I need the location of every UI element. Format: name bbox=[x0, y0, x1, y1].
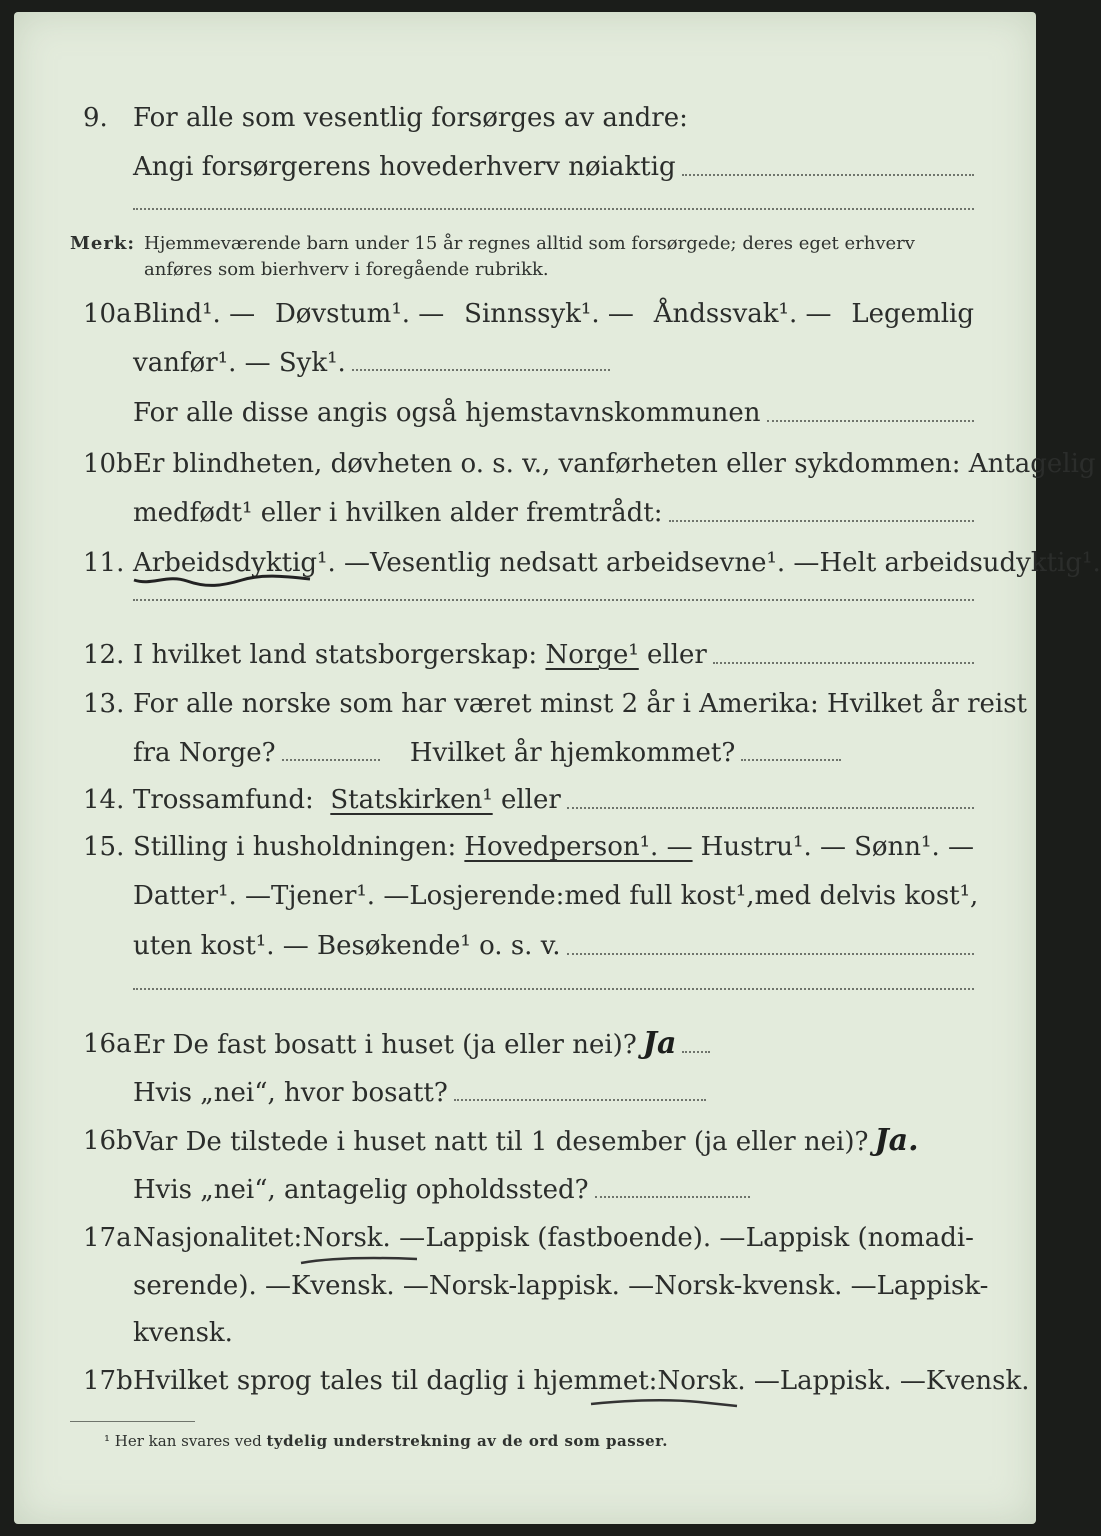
footnote-text: ¹ Her kan svares ved bbox=[104, 1432, 267, 1450]
option-losjerende[interactable]: Losjerende: bbox=[409, 881, 565, 911]
option-vanfor-syk[interactable]: vanfør¹. — Syk¹. bbox=[133, 348, 346, 378]
option-andssvak[interactable]: Åndssvak¹. — bbox=[653, 299, 832, 329]
q16a-answer-line[interactable] bbox=[682, 1051, 710, 1053]
q15-answer-line-2[interactable] bbox=[133, 988, 974, 990]
q16a-question: Er De fast bosatt i huset (ja eller nei)? bbox=[133, 1030, 637, 1060]
option-kvensk[interactable]: Kvensk. — bbox=[291, 1271, 429, 1301]
option-nomadiserende[interactable]: serende). — bbox=[133, 1271, 291, 1301]
option-arbeidsudyktig[interactable]: Helt arbeidsudyktig¹. bbox=[819, 548, 1101, 578]
q12-question: I hvilket land statsborgerskap: bbox=[133, 640, 538, 670]
q14-number: 14. bbox=[83, 785, 125, 815]
footnote-rule bbox=[70, 1421, 195, 1422]
q9-number: 9. bbox=[83, 103, 108, 133]
q12-eller: eller bbox=[647, 640, 707, 670]
q16b-handwritten-answer[interactable]: Ja. bbox=[874, 1123, 919, 1158]
merk-line1: Hjemmeværende barn under 15 år regnes alltid som forsørgede; deres eget erhverv bbox=[144, 233, 915, 254]
handwritten-mark-norsk bbox=[589, 1396, 739, 1410]
q12-answer-line[interactable] bbox=[713, 662, 974, 664]
footnote-bold: tydelig understrekning av de ord som passer. bbox=[266, 1432, 668, 1450]
option-hustru[interactable]: Hustru¹. — bbox=[700, 832, 846, 862]
option-norge[interactable]: Norge¹ bbox=[545, 640, 639, 670]
q14-eller: eller bbox=[500, 785, 561, 815]
q17b-question: Hvilket sprog tales til daglig i hjemmet: bbox=[133, 1366, 658, 1396]
option-tjener[interactable]: Tjener¹. — bbox=[271, 881, 410, 911]
q14-answer-line[interactable] bbox=[567, 807, 974, 809]
q13-number: 13. bbox=[83, 689, 125, 719]
q12-number: 12. bbox=[83, 640, 125, 670]
q16b-followup: Hvis „nei“, antagelig opholdssted? bbox=[133, 1175, 589, 1205]
census-form-page bbox=[14, 12, 1101, 1524]
handwritten-mark-kvensk bbox=[299, 1254, 419, 1266]
q17a-question: Nasjonalitet: bbox=[133, 1223, 303, 1253]
option-arbeidsdyktig[interactable]: Arbeidsdyktig¹. — bbox=[133, 548, 370, 578]
q13-line1: For alle norske som har været minst 2 år i Amerika: Hvilket år reist bbox=[133, 689, 1027, 719]
q14-question: Trossamfund: bbox=[133, 785, 314, 815]
q13-reist-line[interactable] bbox=[282, 759, 380, 761]
option-norsk-kvensk[interactable]: Norsk-kvensk. — bbox=[654, 1271, 877, 1301]
option-sprog-norsk[interactable]: Norsk. — bbox=[657, 1366, 780, 1396]
q16b-followup-line[interactable] bbox=[595, 1196, 750, 1198]
option-sprog-kvensk[interactable]: Kvensk. bbox=[925, 1366, 1030, 1396]
option-kvensk-cont: kvensk. bbox=[133, 1318, 233, 1348]
option-datter[interactable]: Datter¹. — bbox=[133, 881, 272, 911]
q15-question: Stilling i husholdningen: bbox=[133, 832, 457, 862]
q16b-question: Var De tilstede i huset natt til 1 desember (ja eller nei)? bbox=[133, 1127, 869, 1157]
option-uten-kost-besokende[interactable]: uten kost¹. — Besøkende¹ o. s. v. bbox=[133, 931, 561, 961]
q10a-line3: For alle disse angis også hjemstavnskommunen bbox=[133, 398, 761, 428]
option-delvis-kost[interactable]: med delvis kost¹, bbox=[754, 881, 979, 911]
q15-answer-line[interactable] bbox=[567, 953, 974, 955]
q15-number: 15. bbox=[83, 832, 125, 862]
option-blind[interactable]: Blind¹. — bbox=[133, 299, 256, 329]
option-full-kost[interactable]: med full kost¹, bbox=[564, 881, 755, 911]
q10b-line2: medfødt¹ eller i hvilken alder fremtrådt: bbox=[133, 498, 663, 528]
option-lappisk-nomadi[interactable]: Lappisk (nomadi- bbox=[745, 1223, 974, 1253]
q17b-number: 17b bbox=[83, 1366, 133, 1396]
q10b-line1: Er blindheten, døvheten o. s. v., vanførheten eller sykdommen: Antagelig bbox=[133, 449, 1096, 479]
option-dovstum[interactable]: Døvstum¹. — bbox=[274, 299, 445, 329]
handwritten-underline-arbeidsdyktig bbox=[132, 572, 312, 588]
q16a-handwritten-answer[interactable]: Ja bbox=[642, 1026, 677, 1061]
option-legemlig[interactable]: Legemlig bbox=[851, 299, 974, 329]
q16a-followup: Hvis „nei“, hvor bosatt? bbox=[133, 1078, 448, 1108]
merk-label: Merk: bbox=[70, 233, 135, 254]
q16b-number: 16b bbox=[83, 1126, 133, 1156]
q15-line2 bbox=[133, 880, 979, 912]
q9-line2: Angi forsørgerens hovederhverv nøiaktig bbox=[133, 152, 676, 182]
footnote bbox=[104, 1432, 668, 1450]
option-lappisk-kvensk[interactable]: Lappisk- bbox=[876, 1271, 989, 1301]
option-sinnssyk[interactable]: Sinnssyk¹. — bbox=[464, 299, 634, 329]
option-sprog-lappisk[interactable]: Lappisk. — bbox=[779, 1366, 926, 1396]
q17a-number: 17a bbox=[83, 1223, 132, 1253]
q10b-number: 10b bbox=[83, 449, 133, 479]
q9-line1: For alle som vesentlig forsørges av andre: bbox=[133, 103, 688, 133]
q11-answer-line[interactable] bbox=[133, 599, 974, 601]
option-hovedperson[interactable]: Hovedperson¹. — bbox=[464, 832, 693, 862]
q10a-hjemstavn-line[interactable] bbox=[767, 420, 974, 422]
option-statskirken[interactable]: Statskirken¹ bbox=[330, 785, 493, 815]
q16a-followup-line[interactable] bbox=[454, 1099, 706, 1101]
q10a-answer-line[interactable] bbox=[352, 369, 610, 371]
q11-number: 11. bbox=[83, 548, 125, 578]
option-norsk[interactable]: Norsk. — bbox=[302, 1223, 426, 1253]
q9-answer-line[interactable] bbox=[682, 174, 974, 176]
q9-answer-line-2[interactable] bbox=[133, 208, 974, 210]
q10a-number: 10a bbox=[83, 299, 132, 329]
q16a-number: 16a bbox=[83, 1029, 132, 1059]
q13-hjem-line[interactable] bbox=[741, 759, 841, 761]
q13-hjem-label: Hvilket år hjemkommet? bbox=[409, 738, 736, 768]
merk-line2: anføres som bierhverv i foregående rubrikk. bbox=[144, 259, 549, 280]
option-nedsatt[interactable]: Vesentlig nedsatt arbeidsevne¹. — bbox=[369, 548, 820, 578]
q10b-answer-line[interactable] bbox=[669, 520, 975, 522]
q13-reist-label: fra Norge? bbox=[133, 738, 276, 768]
option-sonn[interactable]: Sønn¹. — bbox=[854, 832, 974, 862]
option-lappisk-fastboende[interactable]: Lappisk (fastboende). — bbox=[425, 1223, 746, 1253]
option-norsk-lappisk[interactable]: Norsk-lappisk. — bbox=[428, 1271, 655, 1301]
